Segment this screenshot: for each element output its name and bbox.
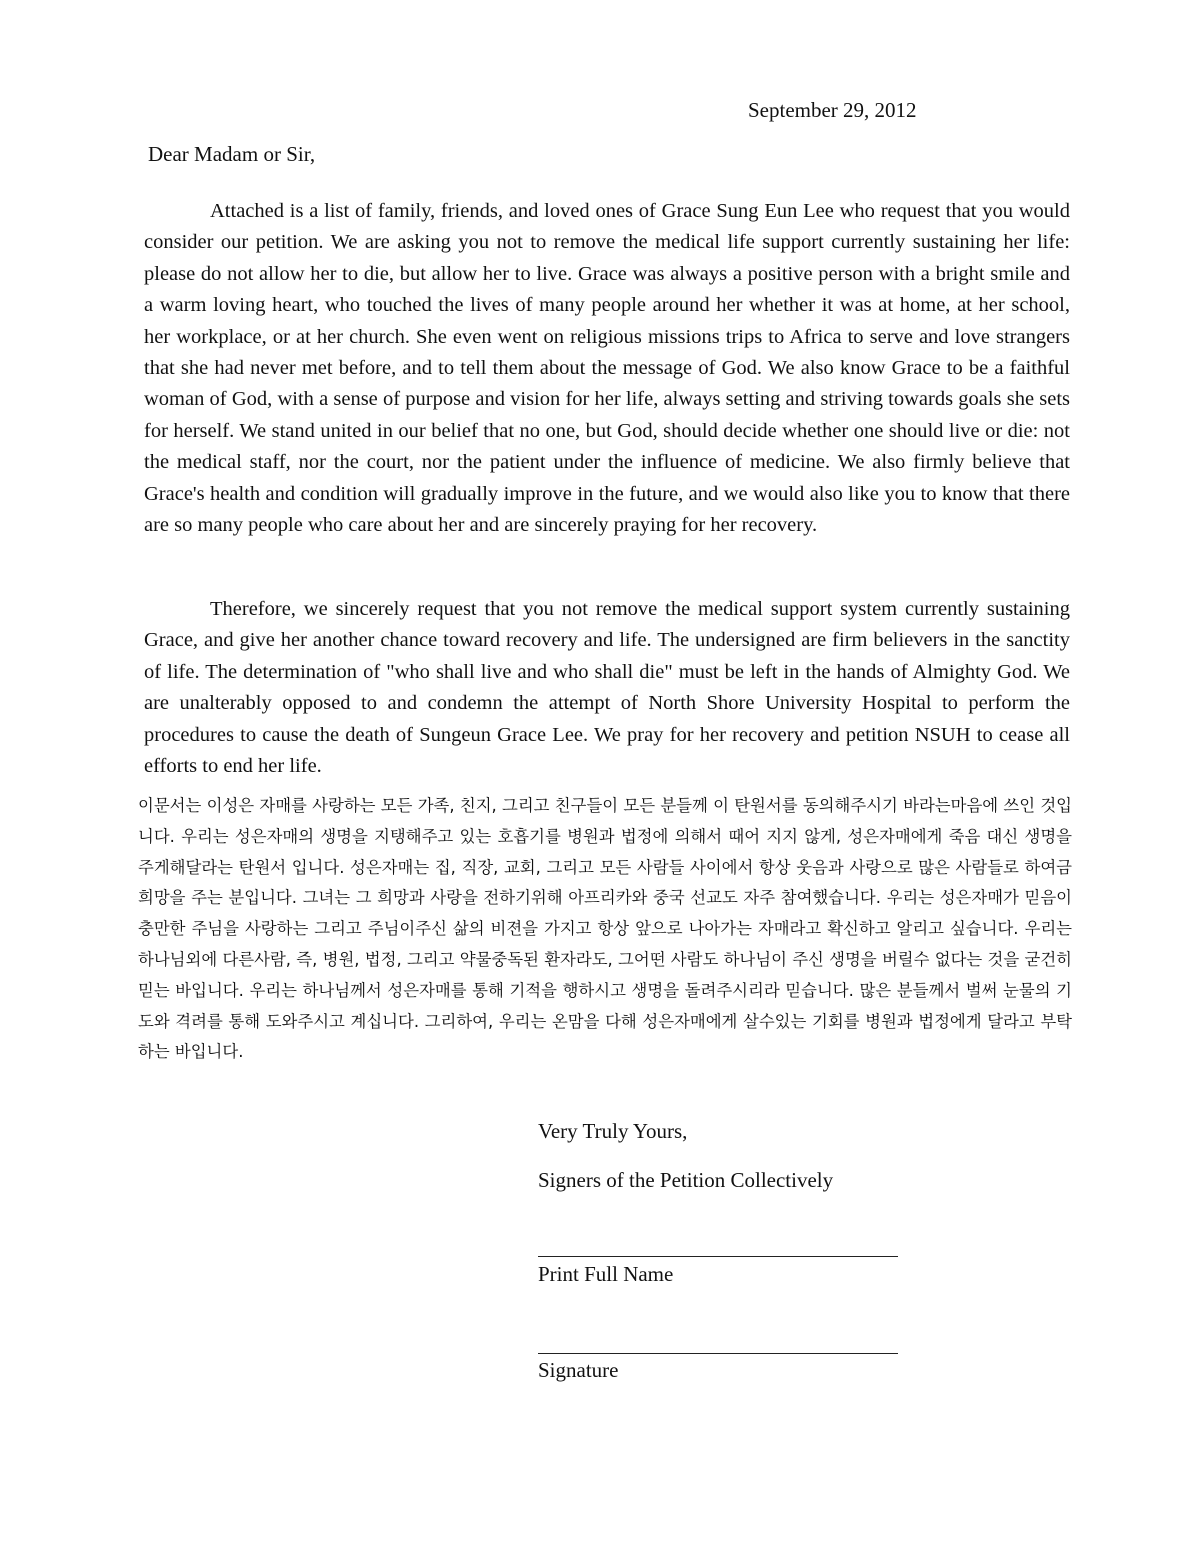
print-name-label: Print Full Name [538, 1262, 674, 1286]
letter-date: September 29, 2012 [748, 98, 917, 122]
korean-paragraph: 이문서는 이성은 자매를 사랑하는 모든 가족, 친지, 그리고 친구들이 모든 분들께 이 탄원서를 동의해주시기 바라는마음에 쓰인 것입니다. 우리는 성은자매의 생명을 지탱해주고 있는 호흡기를 병원과 법정에 의해서 때어 지지 않게, 성은자매에게 죽음 대신 생명을 주게해달라는 탄원서 입니다. 성은자매는 집, 직장, 교회, 그리고 모든 사람들 사이에서 항상 웃음과 사랑으로 많은 사람들로 하여금 희망을 주는 분입니다. 그녀는 그 희망과 사랑을 전하기위해 아프리카와 중국 선교도 자주 참여했습니다. 우리는 성은자매가 믿음이 충만한 주님을 사랑하는 그리고 주님이주신 삶의 비젼을 가지고 항상 앞으로 나아가는 자매라고 확신하고 알리고 싶습니다. 우리는 하나님외에 다른사람, 즉, 병원, 법정, 그리고 약물중독된 환자라도, 그어떤 사람도 하나님이 주신 생명을 버릴수 없다는 것을 굳건히 믿는 바입니다. 우리는 하나님께서 성은자매를 통해 기적을 행하시고 생명을 돌려주시리라 믿습니다. 많은 분들께서 벌써 눈물의 기도와 격려를 통해 도와주시고 계십니다. 그리하여, 우리는 온맘을 다해 성은자매에게 살수있는 기회를 병원과 법정에게 달라고 부탁하는 바입니다. [138, 796, 1072, 1062]
signature-line[interactable] [538, 1353, 898, 1354]
english-paragraph-2: Therefore, we sincerely request that you not remove the medical support system currently sustaining Grace, and give her another chance toward recovery and life. The undersigned are firm believers in the sanctity of life. The determination of "who shall live and who shall die" must be left in the hands of Almighty God. We are unalterably opposed to and condemn the attempt of North Shore University Hospital to perform the procedures to cause the death of Sungeun Grace Lee. We pray for her recovery and petition NSUH to cease all efforts to end her life. [144, 598, 1070, 778]
signature-label: Signature [538, 1358, 619, 1382]
closing-line: Very Truly Yours, [538, 1119, 688, 1143]
english-paragraph-1: Attached is a list of family, friends, and loved ones of Grace Sung Eun Lee who request that you would consider our petition. We are asking you not to remove the medical life support currently sustaining her life: please do not allow her to die, but allow her to live. Grace was always a positive person with a bright smile and a warm loving heart, who touched the lives of many people around her whether it was at home, at her school, her workplace, or at her church. She even went on religious missions trips to Africa to serve and love strangers that she had never met before, and to tell them about the message of God. We also know Grace to be a faithful woman of God, with a sense of purpose and vision for her life, always setting and striving towards goals she sets for herself. We stand united in our belief that no one, but God, should decide whether one should live or die: not the medical staff, nor the court, nor the patient under the influence of medicine. We also firmly believe that Grace's health and condition will gradually improve in the future, and we would also like you to know that there are so many people who care about her and are sincerely praying for her recovery. [144, 200, 1070, 537]
signers-line: Signers of the Petition Collectively [538, 1168, 834, 1192]
salutation: Dear Madam or Sir, [148, 142, 316, 166]
print-name-line[interactable] [538, 1256, 898, 1257]
